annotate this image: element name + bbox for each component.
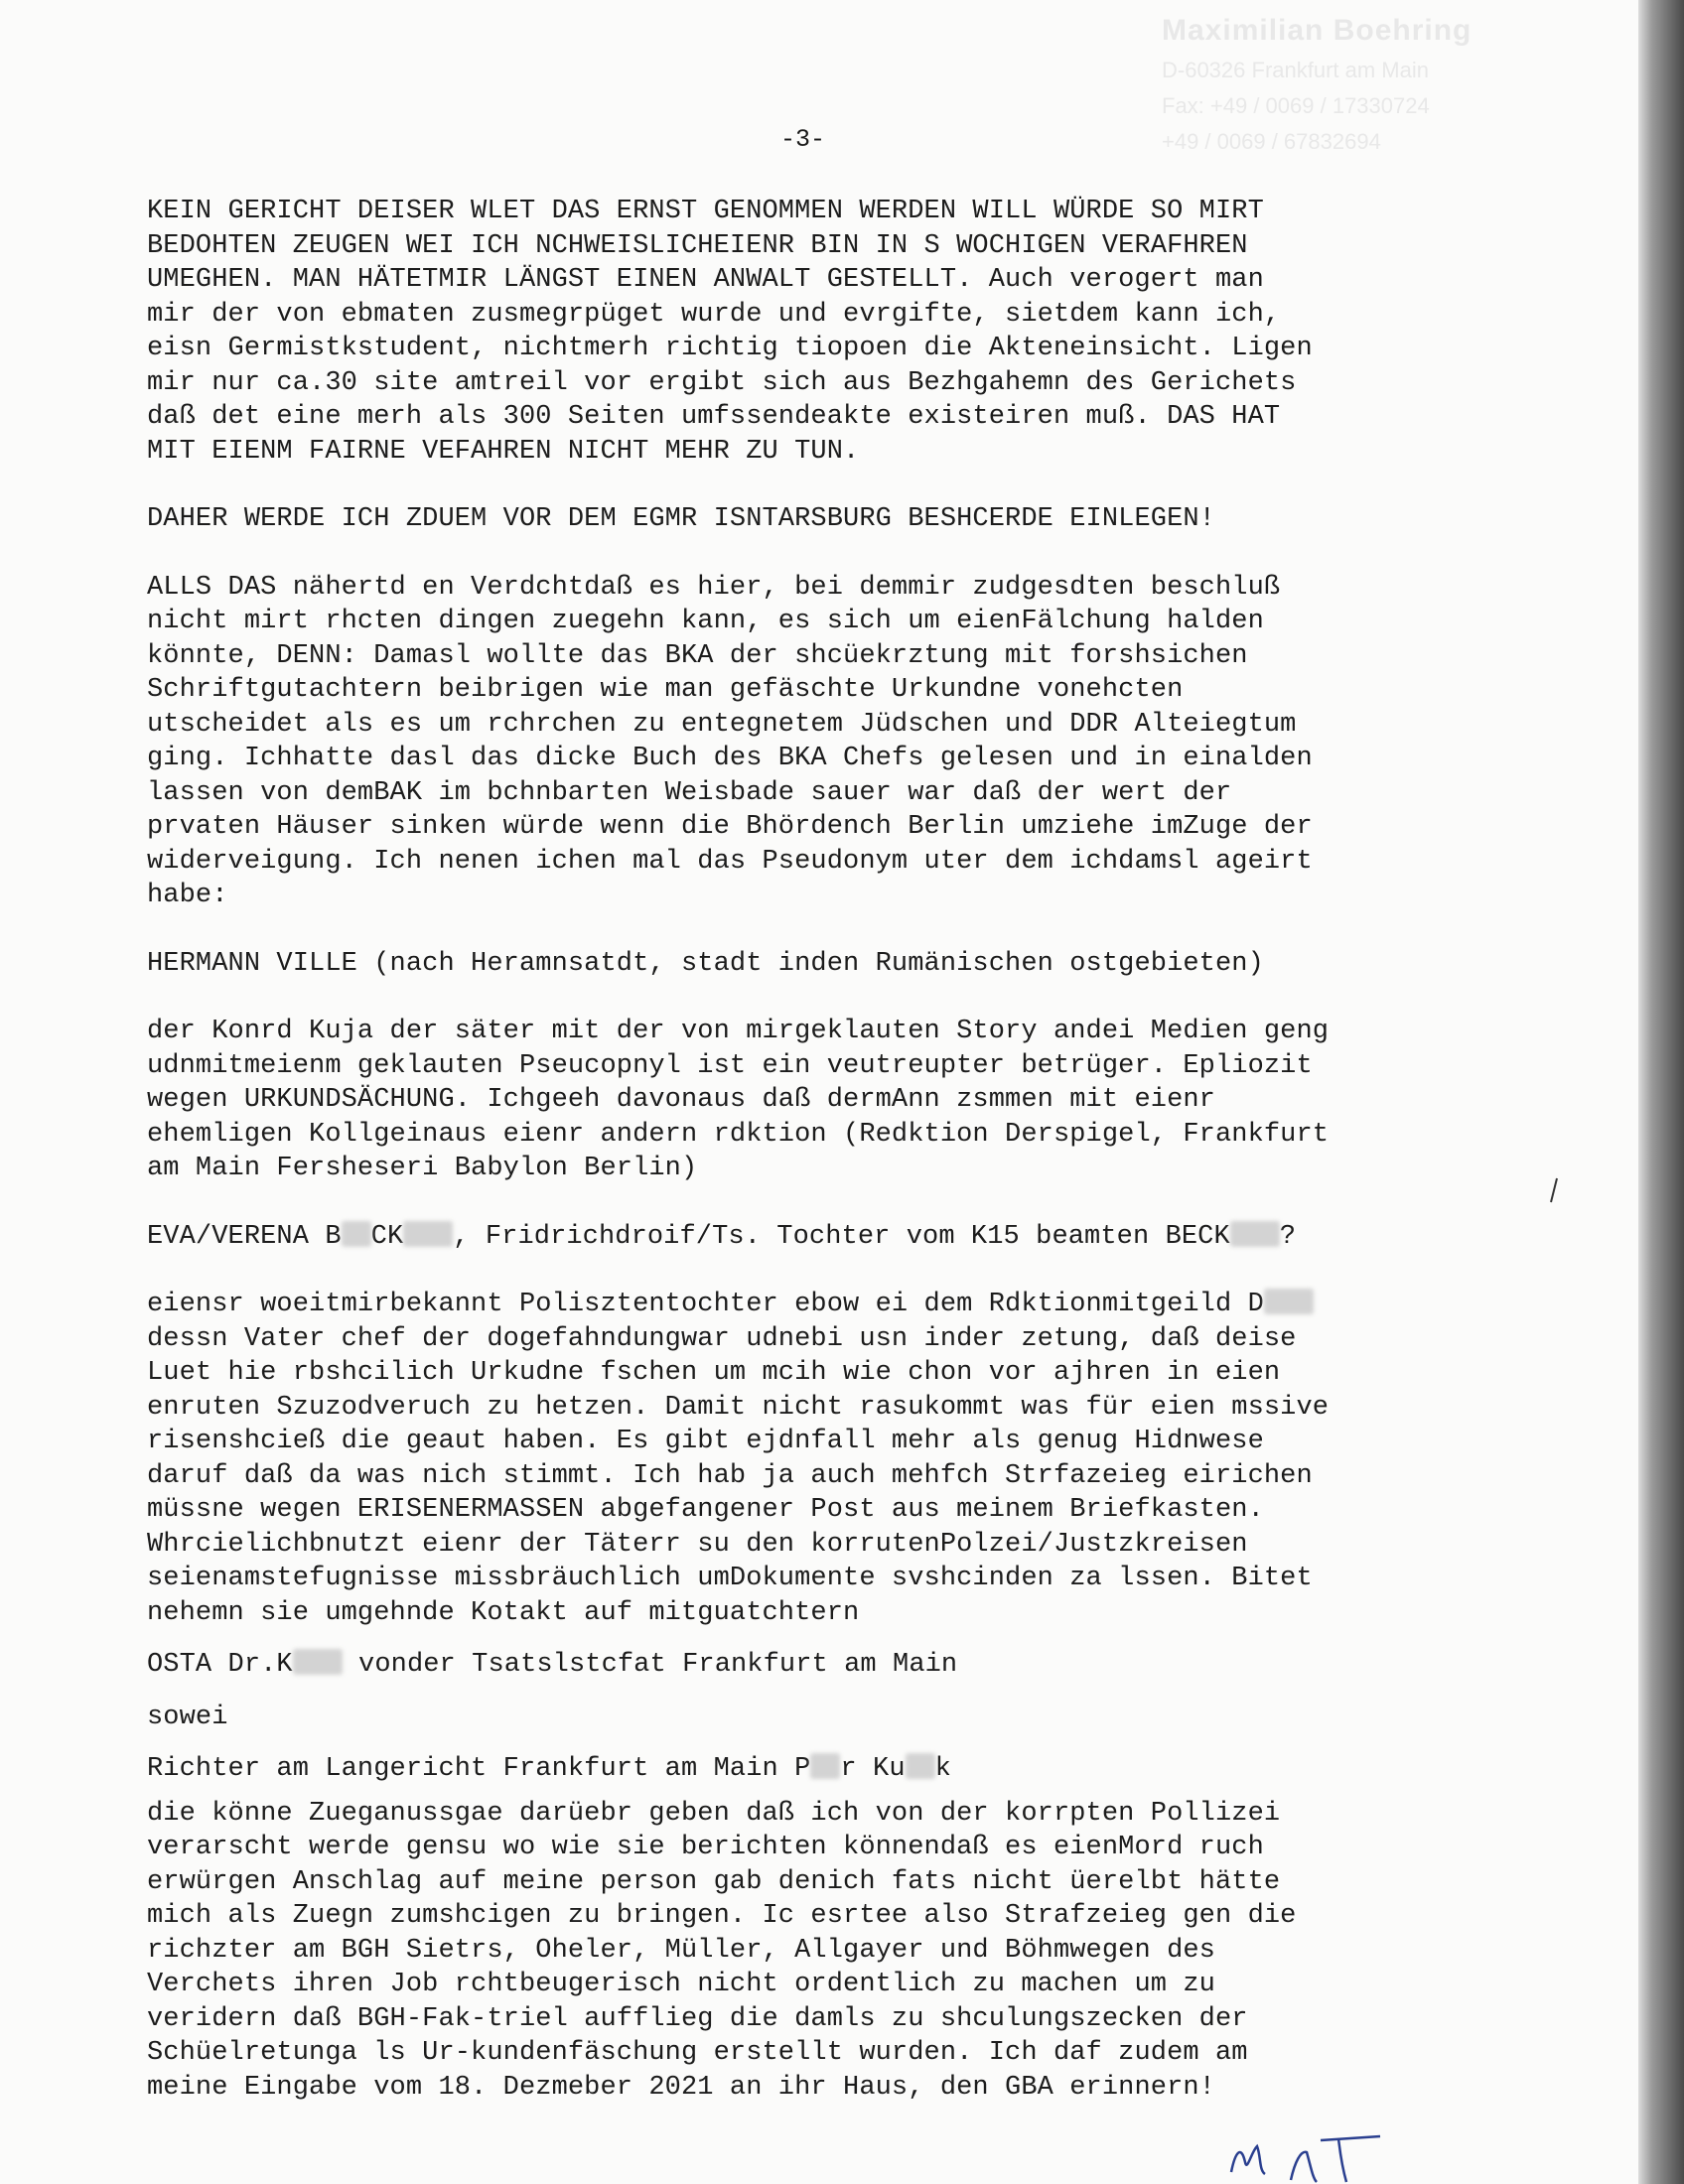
- paragraph-4: [147, 947, 1497, 982]
- bleed-line: +49 / 0069 / 67832694: [1162, 129, 1381, 154]
- stray-pen-mark: [1549, 1176, 1559, 1204]
- text-line: risenshcieß die geaut haben. Es gibt ejdnfall mehr als genug Hidnwese: [147, 1427, 1264, 1456]
- paragraph-7: [147, 1288, 1497, 1630]
- text-fragment: ?: [1279, 1221, 1297, 1252]
- text-line: erwürgen Anschlag auf meine person gab denich fats nicht üerelbt hätte: [147, 1866, 1281, 1897]
- text-line: MIT EIENM FAIRNE VEFAHREN NICHT MEHR ZU TUN.: [147, 436, 860, 467]
- redaction-box: [293, 1649, 343, 1675]
- redaction-box: [1230, 1221, 1280, 1247]
- text-fragment: vonder Tsatslstcfat Frankfurt am Main: [342, 1650, 958, 1680]
- text-line: meine Eingabe vom 18. Dezmeber 2021 an ihr Haus, den GBA erinnern!: [147, 2072, 1215, 2103]
- text-fragment: EVA/VERENA B: [147, 1221, 342, 1252]
- text-fragment: k: [934, 1754, 951, 1784]
- text-fragment: , Fridrichdroif/Ts. Tochter vom K15 beamten BECK: [453, 1221, 1230, 1252]
- handwritten-signature: [1221, 2122, 1430, 2184]
- paragraph-10: [147, 1752, 1497, 1787]
- text-line: lassen von demBAK im bchnbarten Weisbade sauer war daß der wert der: [147, 777, 1232, 808]
- text-line: Schriftgutachtern beibrigen wie man gefäschte Urkundne vonehcten: [147, 675, 1184, 705]
- scanner-edge: [1638, 0, 1684, 2184]
- letter-body: [147, 195, 1497, 2105]
- text-fragment: OSTA Dr.K: [147, 1650, 293, 1680]
- text-line: DAHER WERDE ICH ZDUEM VOR DEM EGMR ISNTARSBURG BESHCERDE EINLEGEN!: [147, 504, 1215, 534]
- text-line: BEDOHTEN ZEUGEN WEI ICH NCHWEISLICHEIENR BIN IN S WOCHIGEN VERAFHREN: [147, 230, 1248, 261]
- bleed-line: Fax: +49 / 0069 / 17330724: [1162, 93, 1430, 118]
- text-line: ging. Ichhatte dasl das dicke Buch des BKA Chefs gelesen und in einalden: [147, 744, 1313, 773]
- text-line: HERMANN VILLE (nach Heramnsatdt, stadt inden Rumänischen ostgebieten): [147, 948, 1264, 979]
- text-line: die könne Zueganussgae darüebr geben daß ich von der korrpten Pollizei: [147, 1798, 1281, 1829]
- text-line: utscheidet als es um rchrchen zu entegnetem Jüdschen und DDR Alteiegtum: [147, 709, 1297, 740]
- text-line: Luet hie rbshcilich Urkudne fschen um mcih wie chon vor ajhren in eien: [147, 1358, 1281, 1388]
- text-line: UMEGHEN. MAN HÄTETMIR LÄNGST EINEN ANWALT GESTELLT. Auch verogert man: [147, 265, 1264, 295]
- text-line: prvaten Häuser sinken würde wenn die Bhördench Berlin umziehe imZuge der: [147, 812, 1313, 842]
- text-line: am Main Fersheseri Babylon Berlin): [147, 1154, 698, 1183]
- text-line: KEIN GERICHT DEISER WLET DAS ERNST GENOMMEN WERDEN WILL WÜRDE SO MIRT: [147, 197, 1264, 226]
- text-fragment: eiensr woeitmirbekannt Polisztentochter ebow ei dem Rdktionmitgeild D: [147, 1290, 1264, 1319]
- text-line: mir nur ca.30 site amtreil vor ergibt sich aus Bezhgahemn des Gerichets: [147, 367, 1297, 398]
- text-line: dessn Vater chef der dogefahndungwar udnebi usn inder zetung, daß deise: [147, 1323, 1297, 1354]
- paragraph-3: [147, 571, 1497, 913]
- text-line: [147, 1752, 1497, 1787]
- redaction-box: [1264, 1289, 1314, 1314]
- text-line: Whrcielichbnutzt eienr der Täterr su den korrutenPolzei/Justzkreisen: [147, 1529, 1248, 1560]
- text-line: widerveigung. Ich nenen ichen mal das Pseudonym uter dem ichdamsl ageirt: [147, 846, 1313, 877]
- text-line: Schüelretunga ls Ur-kundenfäschung erstellt wurden. Ich daf zudem am: [147, 2038, 1248, 2068]
- paragraph-5: [147, 1015, 1497, 1186]
- text-line: könnte, DENN: Damasl wollte das BKA der shcüekrztung mit forshsichen: [147, 640, 1248, 671]
- text-line: nehemn sie umgehnde Kotakt auf mitguatchtern: [147, 1597, 860, 1628]
- bleed-name: Maximilian Boehring: [1162, 14, 1473, 47]
- text-line: daruf daß da was nich stimmt. Ich hab ja auch mehfch Strfazeieg eirichen: [147, 1460, 1313, 1491]
- redaction-box: [342, 1221, 371, 1247]
- redaction-box: [403, 1221, 453, 1247]
- page-number: -3-: [780, 125, 826, 154]
- text-fragment: Richter am Langericht Frankfurt am Main P: [147, 1754, 811, 1784]
- text-line: enruten Szuzodveruch zu hetzen. Damit nicht rasukommt was für eien mssive: [147, 1392, 1330, 1423]
- paragraph-6: [147, 1220, 1497, 1255]
- text-line: veridern daß BGH-Fak-triel aufflieg die damls zu shculungszecken der: [147, 2003, 1248, 2034]
- text-fragment: CK: [370, 1221, 404, 1252]
- text-line: ALLS DAS nähertd en Verdchtdaß es hier, bei demmir zudgesdten beschluß: [147, 572, 1281, 603]
- text-line: mich als Zuegn zumshcigen zu bringen. Ic esrtee also Strafzeieg gen die: [147, 1901, 1297, 1931]
- text-line: daß det eine merh als 300 Seiten umfssendeakte existeiren muß. DAS HAT: [147, 402, 1281, 432]
- text-line: [147, 1288, 1497, 1322]
- bleed-through-letterhead: [1162, 14, 1579, 155]
- text-line: mir der von ebmaten zusmegrpüget wurde und evrgifte, sietdem kann ich,: [147, 299, 1281, 330]
- paragraph-9: [147, 1701, 1497, 1735]
- text-line: Verchets ihren Job rchtbeugerisch nicht ordentlich zu machen um zu: [147, 1970, 1215, 1999]
- text-line: verarscht werde gensu wo wie sie berichten könnendaß es eienMord ruch: [147, 1833, 1264, 1862]
- paragraph-1: [147, 195, 1497, 469]
- text-fragment: r Ku: [840, 1754, 906, 1784]
- paragraph-2: [147, 502, 1497, 537]
- bleed-line: D-60326 Frankfurt am Main: [1162, 58, 1429, 82]
- paragraph-8: [147, 1648, 1497, 1683]
- text-line: richzter am BGH Sietrs, Oheler, Müller, Allgayer und Böhmwegen des: [147, 1935, 1215, 1966]
- redaction-box: [810, 1753, 840, 1779]
- text-line: nicht mirt rhcten dingen zuegehn kann, es sich um eienFälchung halden: [147, 607, 1264, 636]
- text-line: wegen URKUNDSÄCHUNG. Ichgeeh davonaus daß dermAnn zsmmen mit eienr: [147, 1085, 1215, 1115]
- text-line: seienamstefugnisse missbräuchlich umDokumente svshcinden za lssen. Bitet: [147, 1564, 1313, 1593]
- text-line: udnmitmeienm geklauten Pseucopnyl ist ein veutreupter betrüger. Epliozit: [147, 1050, 1313, 1081]
- text-line: müssne wegen ERISENERMASSEN abgefangener Post aus meinem Briefkasten.: [147, 1495, 1264, 1525]
- text-line: ehemligen Kollgeinaus eienr andern rdktion (Redktion Derspigel, Frankfurt: [147, 1119, 1330, 1150]
- text-line: habe:: [147, 881, 228, 910]
- paragraph-11: [147, 1797, 1497, 2106]
- text-line: [147, 1220, 1497, 1255]
- redaction-box: [906, 1753, 935, 1779]
- text-line: [147, 1648, 1497, 1683]
- text-line: der Konrd Kuja der säter mit der von mirgeklauten Story andei Medien geng: [147, 1017, 1330, 1046]
- text-line: eisn Germistkstudent, nichtmerh richtig tiopoen die Akteneinsicht. Ligen: [147, 334, 1313, 363]
- text-line: sowei: [147, 1702, 228, 1732]
